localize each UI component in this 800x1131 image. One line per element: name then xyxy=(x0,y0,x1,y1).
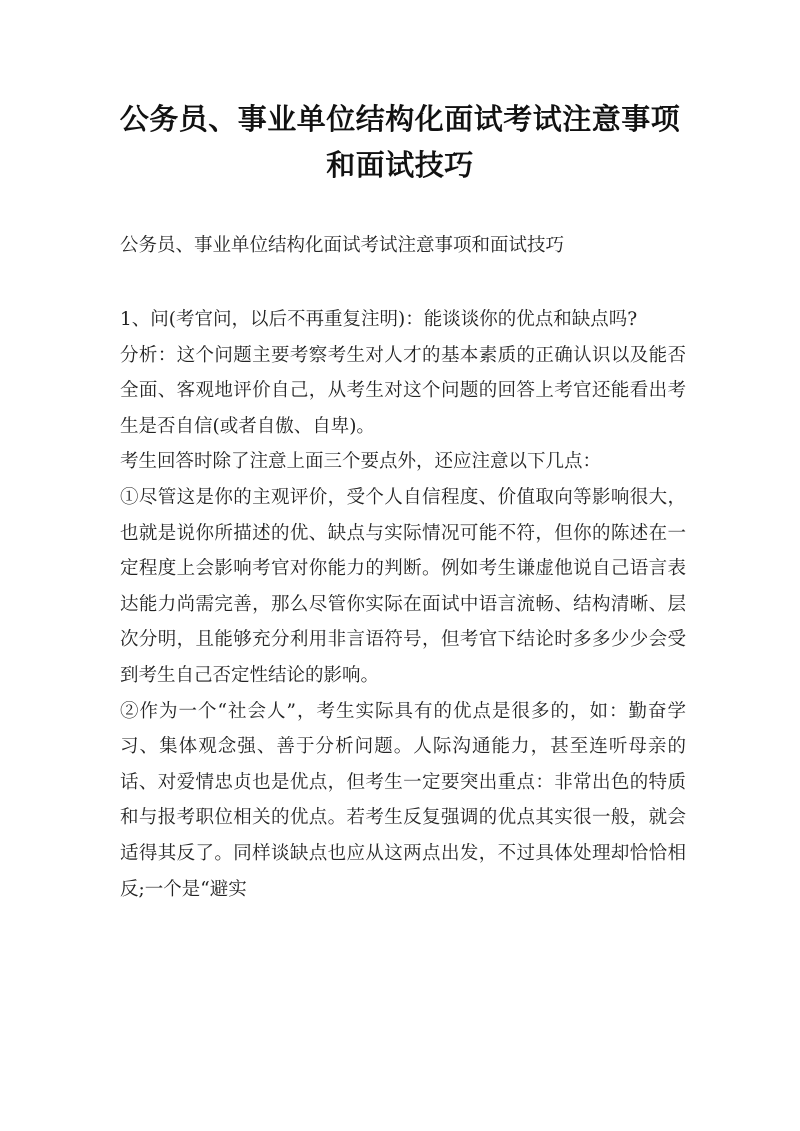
document-subtitle: 公务员、事业单位结构化面试考试注意事项和面试技巧 xyxy=(120,235,565,256)
paragraph-question: 1、问(考官问，以后不再重复注明)：能谈谈你的优点和缺点吗? xyxy=(120,309,638,330)
title-line-1: 公务员、事业单位结构化面试考试注意事项 xyxy=(119,102,681,136)
paragraph-analysis: 分析：这个问题主要考察考生对人才的基本素质的正确认识以及能否全面、客观地评价自己，从考生对这个问题的回答上考官还能看出考生是否自信(或者自傲、自卑)。 xyxy=(120,344,686,437)
document-body xyxy=(120,302,686,907)
paragraph-point-2: ②作为一个“社会人”，考生实际具有的优点是很多的，如：勤奋学习、集体观念强、善于分析问题。人际沟通能力，甚至连听母亲的话、对爱情忠贞也是优点，但考生一定要突出重点：非常出色的特质和与报考职位相关的优点。若考生反复强调的优点其实很一般，就会适得其反了。同样谈缺点也应从这两点出发，不过具体处理却恰恰相反;一个是“避实 xyxy=(120,700,686,900)
paragraph-point-1: ①尽管这是你的主观评价，受个人自信程度、价值取向等影响很大，也就是说你所描述的优、缺点与实际情况可能不符，但你的陈述在一定程度上会影响考官对你能力的判断。例如考生谦虚他说自己语言表达能力尚需完善，那么尽管你实际在面试中语言流畅、结构清晰、层次分明，且能够充分利用非言语符号，但考官下结论时多多少少会受到考生自己否定性结论的影响。 xyxy=(120,486,686,686)
paragraph-points-intro: 考生回答时除了注意上面三个要点外，还应注意以下几点： xyxy=(120,451,602,473)
document-title xyxy=(100,96,700,188)
title-line-2: 和面试技巧 xyxy=(326,148,474,182)
